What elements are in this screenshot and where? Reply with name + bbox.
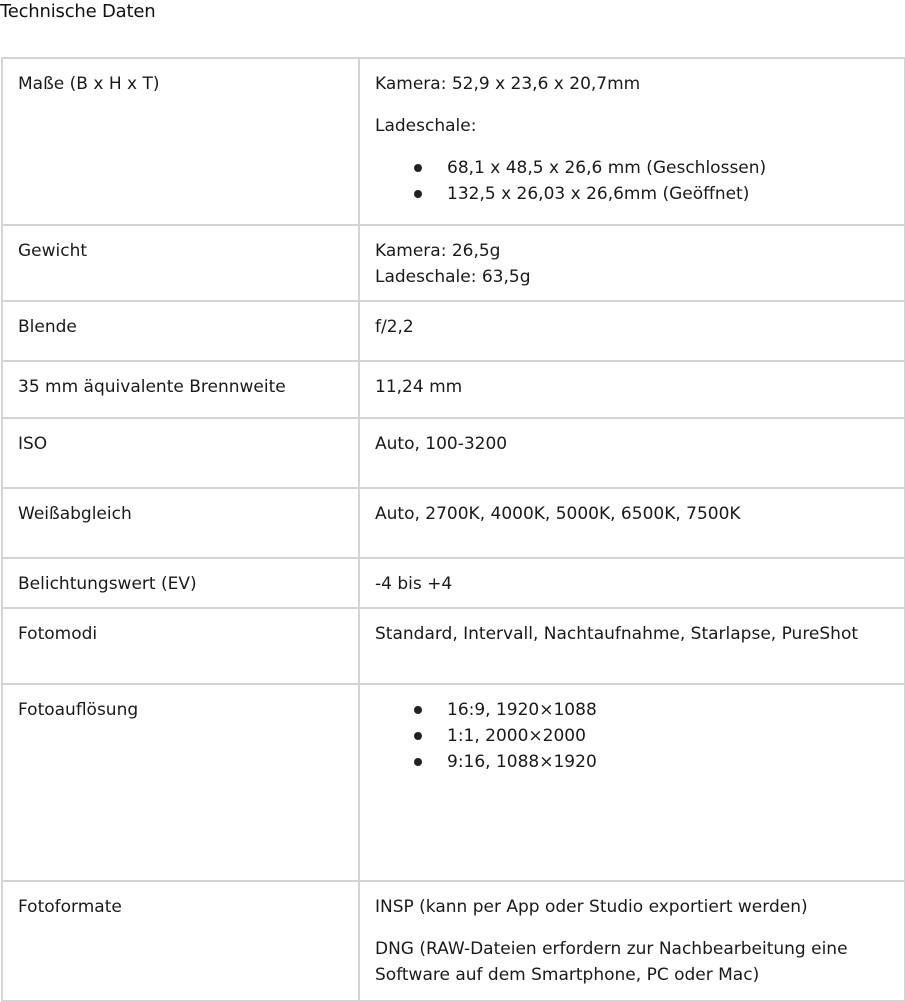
list-item-text: 9:16, 1088×1920 (447, 752, 597, 772)
row-label: Blende (2, 301, 359, 361)
list-item-text: 16:9, 1920×1088 (447, 700, 597, 720)
row-label: Fotoauflösung (2, 684, 359, 881)
row-value (359, 488, 905, 558)
value-paragraph: 11,24 mm (375, 377, 463, 397)
specs-table (1, 57, 905, 1002)
table-row (2, 301, 905, 361)
list-item (411, 749, 890, 775)
row-value (359, 361, 905, 418)
list-item (411, 155, 890, 181)
list-item (411, 723, 890, 749)
row-value (359, 881, 905, 1001)
row-value (359, 684, 905, 881)
list-item-text: 68,1 x 48,5 x 26,6 mm (Geschlossen) (447, 158, 767, 178)
bullet-icon (411, 749, 425, 775)
list-item (411, 697, 890, 723)
value-paragraph: f/2,2 (375, 317, 414, 337)
table-row (2, 881, 905, 1001)
bullet-icon (411, 697, 425, 723)
row-value (359, 58, 905, 225)
value-line: Kamera: 26,5g (375, 241, 501, 261)
value-paragraph: INSP (kann per App oder Studio exportiert werden) (375, 897, 808, 917)
row-label: ISO (2, 418, 359, 488)
row-value (359, 301, 905, 361)
table-row (2, 225, 905, 301)
row-label: Fotomodi (2, 608, 359, 684)
table-row (2, 608, 905, 684)
value-paragraph: Standard, Intervall, Nachtaufnahme, Starlapse, PureShot (375, 624, 859, 644)
value-paragraph: -4 bis +4 (375, 574, 453, 594)
bullet-icon (411, 155, 425, 181)
value-paragraph: Auto, 2700K, 4000K, 5000K, 6500K, 7500K (375, 504, 741, 524)
table-row (2, 558, 905, 608)
table-row (2, 684, 905, 881)
table-row (2, 361, 905, 418)
row-label: Belichtungswert (EV) (2, 558, 359, 608)
bullet-icon (411, 723, 425, 749)
row-label: Maße (B x H x T) (2, 58, 359, 225)
row-label: Fotoformate (2, 881, 359, 1001)
value-paragraph: Ladeschale: (375, 116, 477, 136)
page-title: Technische Daten (0, 1, 156, 22)
row-label: Gewicht (2, 225, 359, 301)
row-value (359, 608, 905, 684)
list-item-text: 132,5 x 26,03 x 26,6mm (Geöffnet) (447, 184, 750, 204)
value-paragraph: Auto, 100-3200 (375, 434, 508, 454)
table-row (2, 488, 905, 558)
bullet-icon (411, 181, 425, 207)
row-value (359, 418, 905, 488)
table-row (2, 58, 905, 225)
bullet-list (375, 155, 890, 207)
list-item-text: 1:1, 2000×2000 (447, 726, 586, 746)
value-line: Ladeschale: 63,5g (375, 267, 531, 287)
row-label: Weißabgleich (2, 488, 359, 558)
bullet-list (375, 697, 890, 775)
row-value (359, 558, 905, 608)
value-paragraph: Kamera: 52,9 x 23,6 x 20,7mm (375, 74, 641, 94)
list-item (411, 181, 890, 207)
value-paragraph: DNG (RAW-Dateien erfordern zur Nachbearbeitung eine Software auf dem Smartphone, PC oder Mac) (375, 939, 848, 985)
row-value (359, 225, 905, 301)
table-row (2, 418, 905, 488)
row-label: 35 mm äquivalente Brennweite (2, 361, 359, 418)
